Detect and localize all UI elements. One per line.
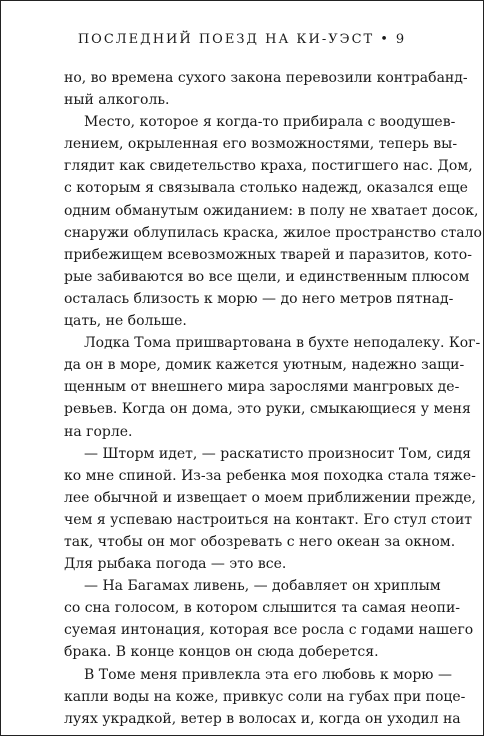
text-line: на горле. [64, 423, 133, 440]
text-line: так, чтобы он мог обозревать с него океан за окном. [64, 533, 456, 550]
bullet-separator: • [380, 32, 390, 47]
page-number: 9 [395, 32, 407, 47]
running-title: ПОСЛЕДНИЙ ПОЕЗД НА КИ-УЭСТ [77, 32, 375, 47]
text-line: — Шторм идет, — раскатисто произносит Том, сидя [84, 445, 472, 462]
text-line: глядит как свидетельство краха, постигшего нас. Дом, [64, 158, 473, 175]
text-line: чем я успеваю настроиться на контакт. Его стул стоит [64, 511, 473, 528]
text-line: лением, окрыленная его возможностями, теперь вы- [64, 136, 458, 153]
text-line: с которым я связывала столько надежд, оказался еще [64, 180, 468, 197]
text-line: ко мне спиной. Из-за ребенка моя походка стала тяже- [64, 467, 476, 484]
text-line: Для рыбака погода — это все. [64, 556, 287, 573]
text-line: Лодка Тома пришвартована в бухте неподалеку. Ког- [84, 335, 481, 352]
text-line: лее обычной и извещает о моем приближении прежде, [64, 489, 476, 506]
text-line: со сна голосом, в котором слышится та самая неопи- [64, 600, 461, 617]
text-line: одним обманутым ожиданием: в полу не хватает досок, [64, 202, 479, 219]
text-line: суемая интонация, которая все росла с годами нашего [64, 622, 474, 639]
text-line: да он в море, домик кажется уютным, надежно защи- [64, 357, 465, 374]
text-line: луях украдкой, ветер в волосах и, когда он уходил на [64, 710, 461, 727]
text-line: В Томе меня привлекла эта его любовь к морю — [84, 666, 452, 683]
text-line: Место, которое я когда-то прибирала с воодушев- [84, 114, 456, 131]
text-line: прибежищем всевозможных тварей и паразитов, кото- [64, 246, 472, 263]
text-line: — На Багамах ливень, — добавляет он хриплым [84, 578, 441, 595]
text-line: брака. В конце концов он сюда доберется. [64, 644, 379, 661]
body-text [64, 67, 482, 730]
text-line: рые забиваются во все щели, и единственным плюсом [64, 268, 470, 285]
text-line: капли воды на коже, привкус соли на губах при поце- [64, 688, 466, 705]
text-line: но, во времена сухого закона перевозили контрабанд- [64, 70, 468, 86]
text-line: снаружи облупилась краска, жилое пространство стало [64, 224, 482, 241]
text-line: ревьев. Когда он дома, это руки, смыкающиеся у меня [64, 401, 471, 418]
text-line: ный алкоголь. [64, 92, 170, 109]
text-line: осталась близость к морю — до него метров пятнад- [64, 290, 454, 307]
text-line: щенным от внешнего мира зарослями мангровых де- [64, 379, 460, 396]
running-head [1, 32, 483, 47]
text-line: цать, не больше. [64, 313, 187, 330]
